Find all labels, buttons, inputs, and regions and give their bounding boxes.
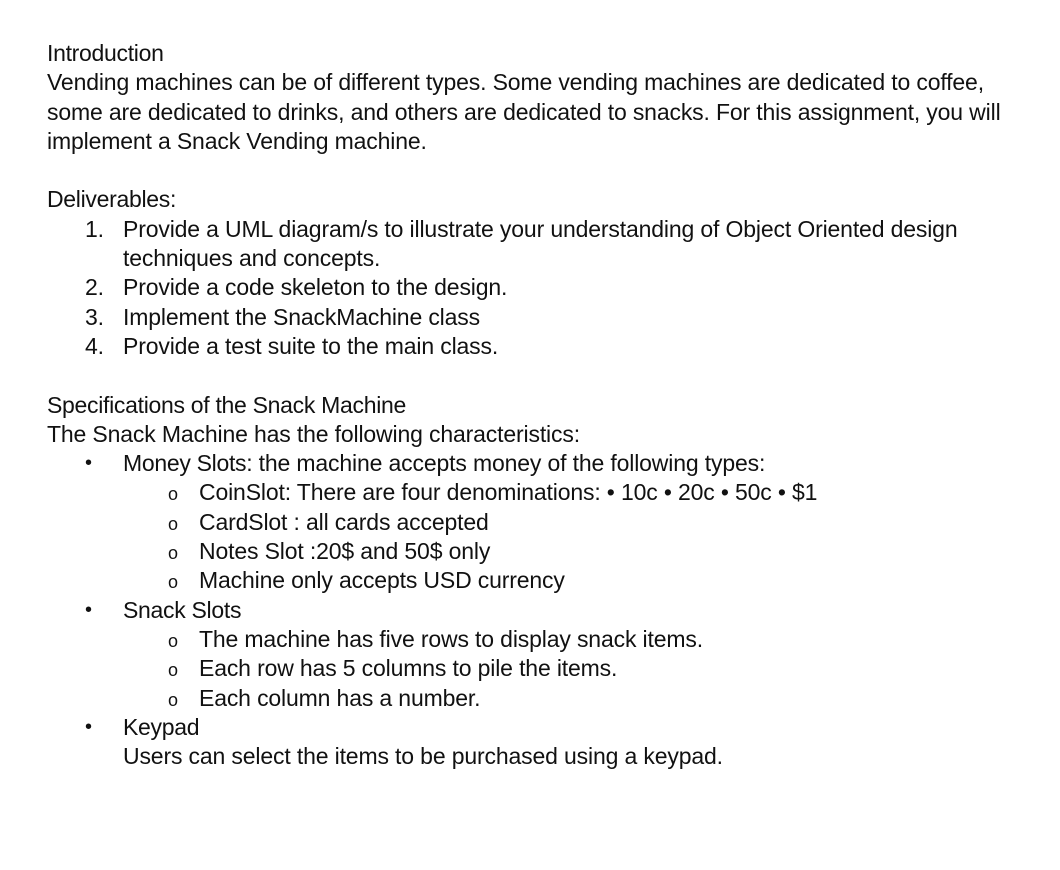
list-number: 2. — [85, 274, 104, 301]
sub-bullet-icon: o — [168, 513, 178, 534]
bullet-icon: • — [85, 452, 92, 475]
specifications-list — [47, 449, 1037, 771]
spec-item-snack-slots — [47, 596, 1037, 713]
list-item — [47, 273, 1037, 302]
deliverables-list — [47, 215, 1037, 361]
introduction-heading: Introduction — [47, 40, 164, 66]
sub-list-item — [123, 625, 1037, 654]
list-item-text: Implement the SnackMachine class — [123, 303, 480, 330]
list-number: 1. — [85, 215, 104, 242]
sub-bullet-icon: o — [168, 543, 178, 564]
sub-bullet-icon: o — [168, 660, 178, 681]
specifications-heading: Specifications of the Snack Machine — [47, 391, 406, 418]
spec-item-keypad — [47, 713, 1037, 772]
sub-list-item-text: The machine has five rows to display snack items. — [199, 625, 703, 652]
sub-list-item-text: CardSlot : all cards accepted — [199, 508, 489, 535]
sub-bullet-icon: o — [168, 484, 178, 505]
list-item-text: Provide a code skeleton to the design. — [123, 274, 508, 301]
spec-item-money-slots — [47, 449, 1037, 595]
sub-list-item — [123, 654, 1037, 683]
sub-list-item — [123, 478, 1037, 507]
sub-list-item — [123, 684, 1037, 713]
spacer — [47, 156, 1037, 185]
list-item — [47, 215, 1037, 274]
sub-list-item-text: Each row has 5 columns to pile the items. — [199, 655, 618, 682]
list-item — [47, 332, 1037, 361]
deliverables-section — [47, 185, 1037, 361]
list-item — [47, 303, 1037, 332]
sub-list-item-text: CoinSlot: There are four denominations: • 10c • 20c • 50c • $1 — [199, 479, 818, 506]
sub-bullet-icon: o — [168, 630, 178, 651]
introduction-body: Vending machines can be of different types. Some vending machines are dedicated to coffee, some are dedicated to drinks, and others are dedicated to snacks. For this assignment, you will implement a Snack Vending machine. — [47, 69, 1001, 154]
sub-list-item-text: Notes Slot :20$ and 50$ only — [199, 538, 491, 565]
list-number: 4. — [85, 332, 104, 359]
deliverables-heading: Deliverables: — [47, 186, 177, 213]
introduction-section — [47, 39, 1037, 156]
sub-bullet-icon: o — [168, 572, 178, 593]
list-item-text: Provide a test suite to the main class. — [123, 332, 499, 359]
specifications-intro: The Snack Machine has the following characteristics: — [47, 420, 580, 447]
spacer — [47, 361, 1037, 390]
sub-list — [123, 478, 1037, 595]
spec-description: Users can select the items to be purchased using a keypad. — [123, 743, 723, 770]
spec-title: Keypad — [123, 713, 200, 740]
sub-list-item — [123, 508, 1037, 537]
sub-list-item — [123, 537, 1037, 566]
sub-list-item — [123, 566, 1037, 595]
sub-list-item-text: Machine only accepts USD currency — [199, 567, 565, 594]
list-number: 3. — [85, 303, 104, 330]
list-item-text: Provide a UML diagram/s to illustrate your understanding of Object Oriented design techniques and concepts. — [123, 215, 958, 272]
bullet-icon: • — [85, 715, 92, 738]
specifications-section — [47, 391, 1037, 772]
bullet-icon: • — [85, 598, 92, 621]
spec-title: Snack Slots — [123, 596, 242, 623]
document — [47, 39, 1037, 771]
spec-text: the machine accepts money of the following types: — [252, 450, 766, 477]
sub-list — [123, 625, 1037, 713]
spec-title: Money Slots: — [123, 450, 253, 477]
sub-bullet-icon: o — [168, 689, 178, 710]
sub-list-item-text: Each column has a number. — [199, 684, 481, 711]
